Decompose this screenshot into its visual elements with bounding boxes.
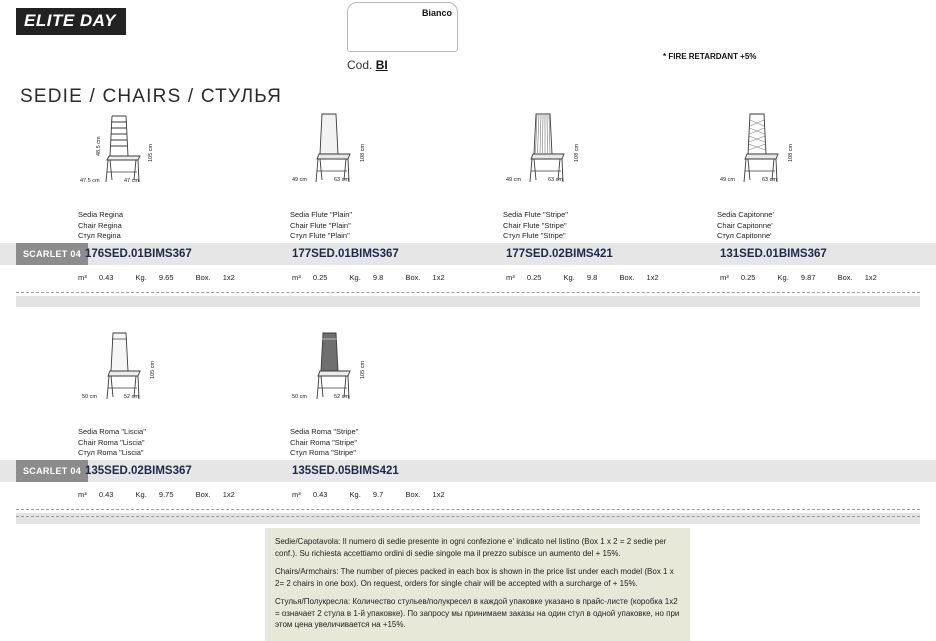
spec-m3-label: m³ [78,273,87,282]
product-name-en: Chair Regina [78,220,122,230]
dim-depth: 63 cm [762,177,777,183]
product-names [290,210,490,242]
dim-height: 108 cm [360,143,366,162]
code-band [0,460,936,482]
dim-width: 47.5 cm [80,178,100,184]
product-specs [292,273,465,282]
product-name-ru: Стул Roma "Liscia" [78,448,144,457]
spec-box-label: Box. [619,273,635,282]
product-name-en: Chair Flute "Stripe" [503,220,567,230]
product-code[interactable]: 135SED.02BIMS367 [85,465,192,477]
swatch-code [347,58,388,72]
dim-depth: 63 cm [334,177,349,183]
product-names [78,427,278,459]
page-title: SEDIE / CHAIRS / СТУЛЬЯ [20,86,283,107]
product-name-ru: Стул Roma "Stripe" [290,448,356,457]
swatch-code-value: BI [375,58,388,72]
product-name-en: Chair Flute "Plain" [290,220,351,230]
product-cell [228,327,442,405]
product-name-en: Chair Roma "Stripe" [290,437,358,447]
product-name-en: Chair Capitonne' [717,220,773,230]
swatch-label: Bianco [421,8,452,18]
spec-m3-label: m³ [292,490,301,499]
chair-drawing-flute-stripe [500,110,620,188]
spec-kg-label: Kg. [135,273,147,282]
series-tag: SCARLET 04 [16,460,88,482]
chair-drawing-flute-plain [286,110,406,188]
product-cell [18,327,232,405]
spacer-band [16,296,920,307]
product-name-ru: Стул Capitonne' [717,231,772,240]
product-specs [78,490,255,499]
spacer-band [16,513,920,524]
chair-drawing-capitonne [714,110,834,188]
footer-divider [16,516,920,517]
divider [16,509,920,510]
product-specs [292,490,465,499]
dim-depth: 52 cm [334,394,349,400]
product-name-it: Sedia Flute "Stripe" [503,210,568,219]
spec-kg-value: 9.75 [158,490,174,499]
spec-kg-value: 9.87 [800,273,816,282]
packing-note-ru: Стулья/Полукресла: Количество стульев/полукресел в каждой упаковке указано в прайс-листе (коробка 1х2 = означает 2 стула в 1-й упаковке). По запросу мы принимаем заказы на один стул в одной упаковке, но при этом цена увеличивается на +15%. [275,597,680,629]
product-code[interactable]: 177SED.01BIMS367 [292,248,399,260]
product-name-it: Sedia Capitonne' [717,210,774,219]
product-code[interactable]: 135SED.05BIMS421 [292,465,399,477]
dim-width: 50 cm [292,394,307,400]
product-name-it: Sedia Flute "Plain" [290,210,353,219]
dim-height: 108 cm [788,143,794,162]
product-name-en: Chair Roma "Liscia" [78,437,145,447]
swatch-code-prefix: Cod. [347,58,373,72]
product-name-it: Sedia Roma "Liscia" [78,427,146,436]
spec-box-value: 1x2 [864,273,877,282]
spec-m3-value: 0.25 [312,273,328,282]
series-tag: SCARLET 04 [16,243,88,265]
product-cell [442,110,656,188]
chair-drawing-regina [76,110,196,188]
product-names [290,427,490,459]
spec-box-label: Box. [195,273,211,282]
spec-box-label: Box. [195,490,211,499]
dim-depth: 52 cm [124,394,139,400]
spec-m3-value: 0.43 [98,273,114,282]
product-specs [78,273,255,282]
spec-box-value: 1x2 [432,273,445,282]
product-specs [720,273,897,282]
dim-depth: 63 cm [548,177,563,183]
packing-note [265,528,690,641]
dim-seat-height: 48.5 cm [96,136,102,156]
product-code[interactable]: 176SED.01BIMS367 [85,248,192,260]
chair-figure [76,110,196,188]
divider [16,292,920,293]
product-cell [18,110,232,188]
product-code[interactable]: 131SED.01BIMS367 [720,248,827,260]
spec-m3-value: 0.25 [526,273,542,282]
code-band [0,243,936,265]
spec-m3-label: m³ [78,490,87,499]
dim-height: 108 cm [574,143,580,162]
dim-depth: 47 cm [124,178,139,184]
brand-badge: ELITE DAY [16,8,126,35]
product-name-it: Sedia Regina [78,210,124,219]
product-name-ru: Стул Regina [78,231,121,240]
product-names [503,210,703,242]
chair-drawing-roma-stripe [286,327,406,405]
product-names [717,210,917,242]
spec-kg-value: 9.8 [372,273,384,282]
fire-retardant-note: * FIRE RETARDANT +5% [663,52,757,61]
spec-box-label: Box. [837,273,853,282]
spec-kg-label: Kg. [135,490,147,499]
spec-m3-value: 0.43 [98,490,114,499]
product-name-ru: Стул Flute "Stripe" [503,231,566,240]
spec-m3-label: m³ [720,273,729,282]
dim-width: 50 cm [82,394,97,400]
spec-kg-label: Kg. [349,273,361,282]
spec-box-value: 1x2 [222,273,235,282]
dim-height: 105 cm [150,360,156,379]
spec-box-label: Box. [405,490,421,499]
spec-box-label: Box. [405,273,421,282]
spec-m3-value: 0.25 [740,273,756,282]
spec-kg-label: Kg. [349,490,361,499]
spec-kg-value: 9.65 [158,273,174,282]
spec-kg-label: Kg. [563,273,575,282]
spec-box-value: 1x2 [432,490,445,499]
dim-height: 105 cm [360,360,366,379]
spec-box-value: 1x2 [646,273,659,282]
chair-drawing-roma-liscia [76,327,196,405]
product-cell [228,110,442,188]
dim-width: 49 cm [720,177,735,183]
dim-width: 49 cm [506,177,521,183]
product-name-ru: Стул Flute "Plain" [290,231,350,240]
spec-box-value: 1x2 [222,490,235,499]
product-name-it: Sedia Roma "Stripe" [290,427,359,436]
spec-kg-value: 9.7 [372,490,384,499]
product-names [78,210,278,242]
spec-m3-value: 0.43 [312,490,328,499]
dim-width: 49 cm [292,177,307,183]
spec-kg-label: Kg. [777,273,789,282]
color-swatch [347,2,460,54]
packing-note-en: Chairs/Armchairs: The number of pieces packed in each box is shown in the price list under each model (Box 1 x 2= 2 chairs in one box). On request, orders for single chair will be accepted with a surcharge of + 15%. [275,567,674,588]
product-specs [506,273,679,282]
packing-note-it: Sedie/Capotavola: Il numero di sedie presente in ogni confezione e' indicato nel listino (Box 1 x 2 = 2 sedie per conf.). Su richiesta accettiamo ordini di sedie singole ma il prezzo subisce un aumento del + 15%. [275,537,667,558]
product-code[interactable]: 177SED.02BIMS421 [506,248,613,260]
spec-m3-label: m³ [292,273,301,282]
dim-height: 105 cm [148,143,154,162]
spec-m3-label: m³ [506,273,515,282]
product-cell [656,110,870,188]
spec-kg-value: 9.8 [586,273,598,282]
